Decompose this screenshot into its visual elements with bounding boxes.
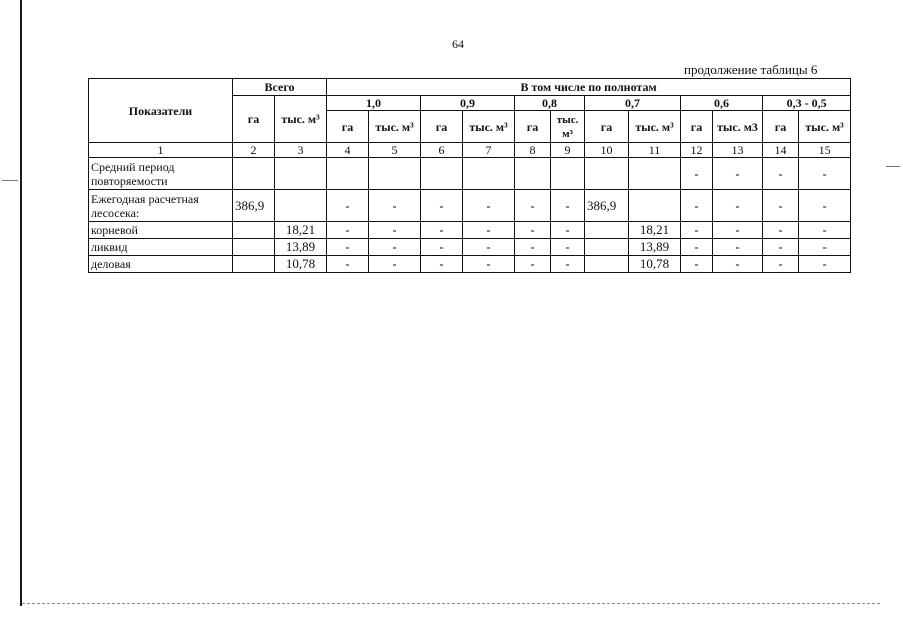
col-number: 11 — [629, 143, 681, 158]
table-cell: - — [763, 190, 799, 222]
table-cell — [275, 190, 327, 222]
row-label: Средний период повторяемости — [89, 158, 233, 190]
table-cell — [233, 239, 275, 256]
table-cell: - — [421, 222, 463, 239]
table-cell — [629, 190, 681, 222]
ha-header-0-3-0-5: га — [763, 111, 799, 143]
ha-header-0-8: га — [515, 111, 551, 143]
row-label: корневой — [89, 222, 233, 239]
indicators-header: Показатели — [89, 79, 233, 143]
col-number: 8 — [515, 143, 551, 158]
page-number: 64 — [452, 37, 464, 51]
table-cell: 18,21 — [629, 222, 681, 239]
m3-header-1-0: тыс. м³ — [369, 111, 421, 143]
column-number-row — [89, 143, 851, 158]
col-number: 6 — [421, 143, 463, 158]
by-density-header: В том числе по полнотам — [327, 79, 851, 96]
density-group-0-6: 0,6 — [681, 96, 763, 111]
table-cell: - — [681, 239, 713, 256]
table-cell: - — [515, 222, 551, 239]
table-cell: - — [681, 190, 713, 222]
ha-header-0-6: га — [681, 111, 713, 143]
density-group-1-0: 1,0 — [327, 96, 421, 111]
table-cell: - — [369, 222, 421, 239]
table-cell: 13,89 — [275, 239, 327, 256]
table-cell: - — [515, 239, 551, 256]
table-cell: - — [421, 256, 463, 273]
table-cell — [585, 158, 629, 190]
table-cell: 386,9 — [585, 190, 629, 222]
m3-header-0-3-0-5: тыс. м³ — [799, 111, 851, 143]
table-cell: - — [713, 239, 763, 256]
table-cell: 10,78 — [275, 256, 327, 273]
table-cell: - — [327, 239, 369, 256]
table-cell: - — [463, 256, 515, 273]
table-cell: 18,21 — [275, 222, 327, 239]
table-cell — [327, 158, 369, 190]
ha-header-1-0: га — [327, 111, 369, 143]
col-number: 2 — [233, 143, 275, 158]
density-group-0-3-0-5: 0,3 - 0,5 — [763, 96, 851, 111]
table-row — [89, 158, 851, 190]
table-cell: - — [327, 190, 369, 222]
table-cell: - — [369, 256, 421, 273]
table-cell — [233, 158, 275, 190]
col-number: 14 — [763, 143, 799, 158]
total-header: Всего — [233, 79, 327, 96]
table-cell: - — [713, 158, 763, 190]
density-group-0-9: 0,9 — [421, 96, 515, 111]
table-cell: - — [713, 222, 763, 239]
col-number: 4 — [327, 143, 369, 158]
table-cell: - — [551, 256, 585, 273]
table-cell: - — [463, 190, 515, 222]
table-cell: - — [799, 158, 851, 190]
table-cell: - — [327, 256, 369, 273]
col-number: 1 — [89, 143, 233, 158]
table-cell — [551, 158, 585, 190]
total-m3-header: тыс. м³ — [275, 96, 327, 143]
table-cell: - — [799, 239, 851, 256]
row-label: деловая — [89, 256, 233, 273]
table-cell — [421, 158, 463, 190]
col-number: 3 — [275, 143, 327, 158]
table-row — [89, 222, 851, 239]
table-cell: - — [799, 190, 851, 222]
table-cell: 386,9 — [233, 190, 275, 222]
m3-header-0-7: тыс. м³ — [629, 111, 681, 143]
m3-header-0-6: тыс. м3 — [713, 111, 763, 143]
table-cell: - — [369, 239, 421, 256]
table-cell — [233, 256, 275, 273]
table-cell — [463, 158, 515, 190]
col-number: 9 — [551, 143, 585, 158]
table-cell: - — [551, 222, 585, 239]
table-cell — [585, 239, 629, 256]
table-cell: - — [799, 256, 851, 273]
table-cell — [369, 158, 421, 190]
left-margin-rule — [20, 0, 22, 606]
table-cell — [585, 256, 629, 273]
table-row — [89, 190, 851, 222]
table-cell — [515, 158, 551, 190]
row-label: Ежегодная расчетная лесосека: — [89, 190, 233, 222]
table-cell: - — [713, 190, 763, 222]
col-number: 15 — [799, 143, 851, 158]
table-cell: - — [799, 222, 851, 239]
col-number: 7 — [463, 143, 515, 158]
table-cell: - — [681, 256, 713, 273]
table-cell: - — [713, 256, 763, 273]
m3-header-0-8: тыс. м³ — [551, 111, 585, 143]
table-row — [89, 239, 851, 256]
table-cell: - — [369, 190, 421, 222]
table-cell: - — [763, 239, 799, 256]
header-row-1 — [89, 79, 851, 96]
table-cell — [585, 222, 629, 239]
density-group-0-7: 0,7 — [585, 96, 681, 111]
col-number: 10 — [585, 143, 629, 158]
col-number: 12 — [681, 143, 713, 158]
table-cell: - — [463, 222, 515, 239]
table-cell: - — [421, 239, 463, 256]
col-number: 5 — [369, 143, 421, 158]
table-cell: - — [681, 222, 713, 239]
table-cell: - — [327, 222, 369, 239]
table-cell — [275, 158, 327, 190]
m3-header-0-9: тыс. м³ — [463, 111, 515, 143]
table-cell: - — [551, 190, 585, 222]
table-cell: - — [551, 239, 585, 256]
total-ha-header: га — [233, 96, 275, 143]
table-cell — [629, 158, 681, 190]
table-caption: продолжение таблицы 6 — [684, 62, 818, 77]
col-number: 13 — [713, 143, 763, 158]
row-label: ликвид — [89, 239, 233, 256]
table-cell: - — [681, 158, 713, 190]
table-cell: - — [463, 239, 515, 256]
ha-header-0-7: га — [585, 111, 629, 143]
table-cell: - — [515, 256, 551, 273]
table-cell: - — [421, 190, 463, 222]
left-edge-tick — [2, 180, 18, 181]
table-cell: - — [515, 190, 551, 222]
table-cell: - — [763, 256, 799, 273]
table-cell: 10,78 — [629, 256, 681, 273]
table-cell: - — [763, 222, 799, 239]
table-cell — [233, 222, 275, 239]
data-table — [88, 78, 851, 273]
density-group-0-8: 0,8 — [515, 96, 585, 111]
ha-header-0-9: га — [421, 111, 463, 143]
table-cell: - — [763, 158, 799, 190]
bottom-margin-rule — [22, 603, 880, 604]
table-row — [89, 256, 851, 273]
table-cell: 13,89 — [629, 239, 681, 256]
right-edge-tick — [886, 166, 900, 167]
